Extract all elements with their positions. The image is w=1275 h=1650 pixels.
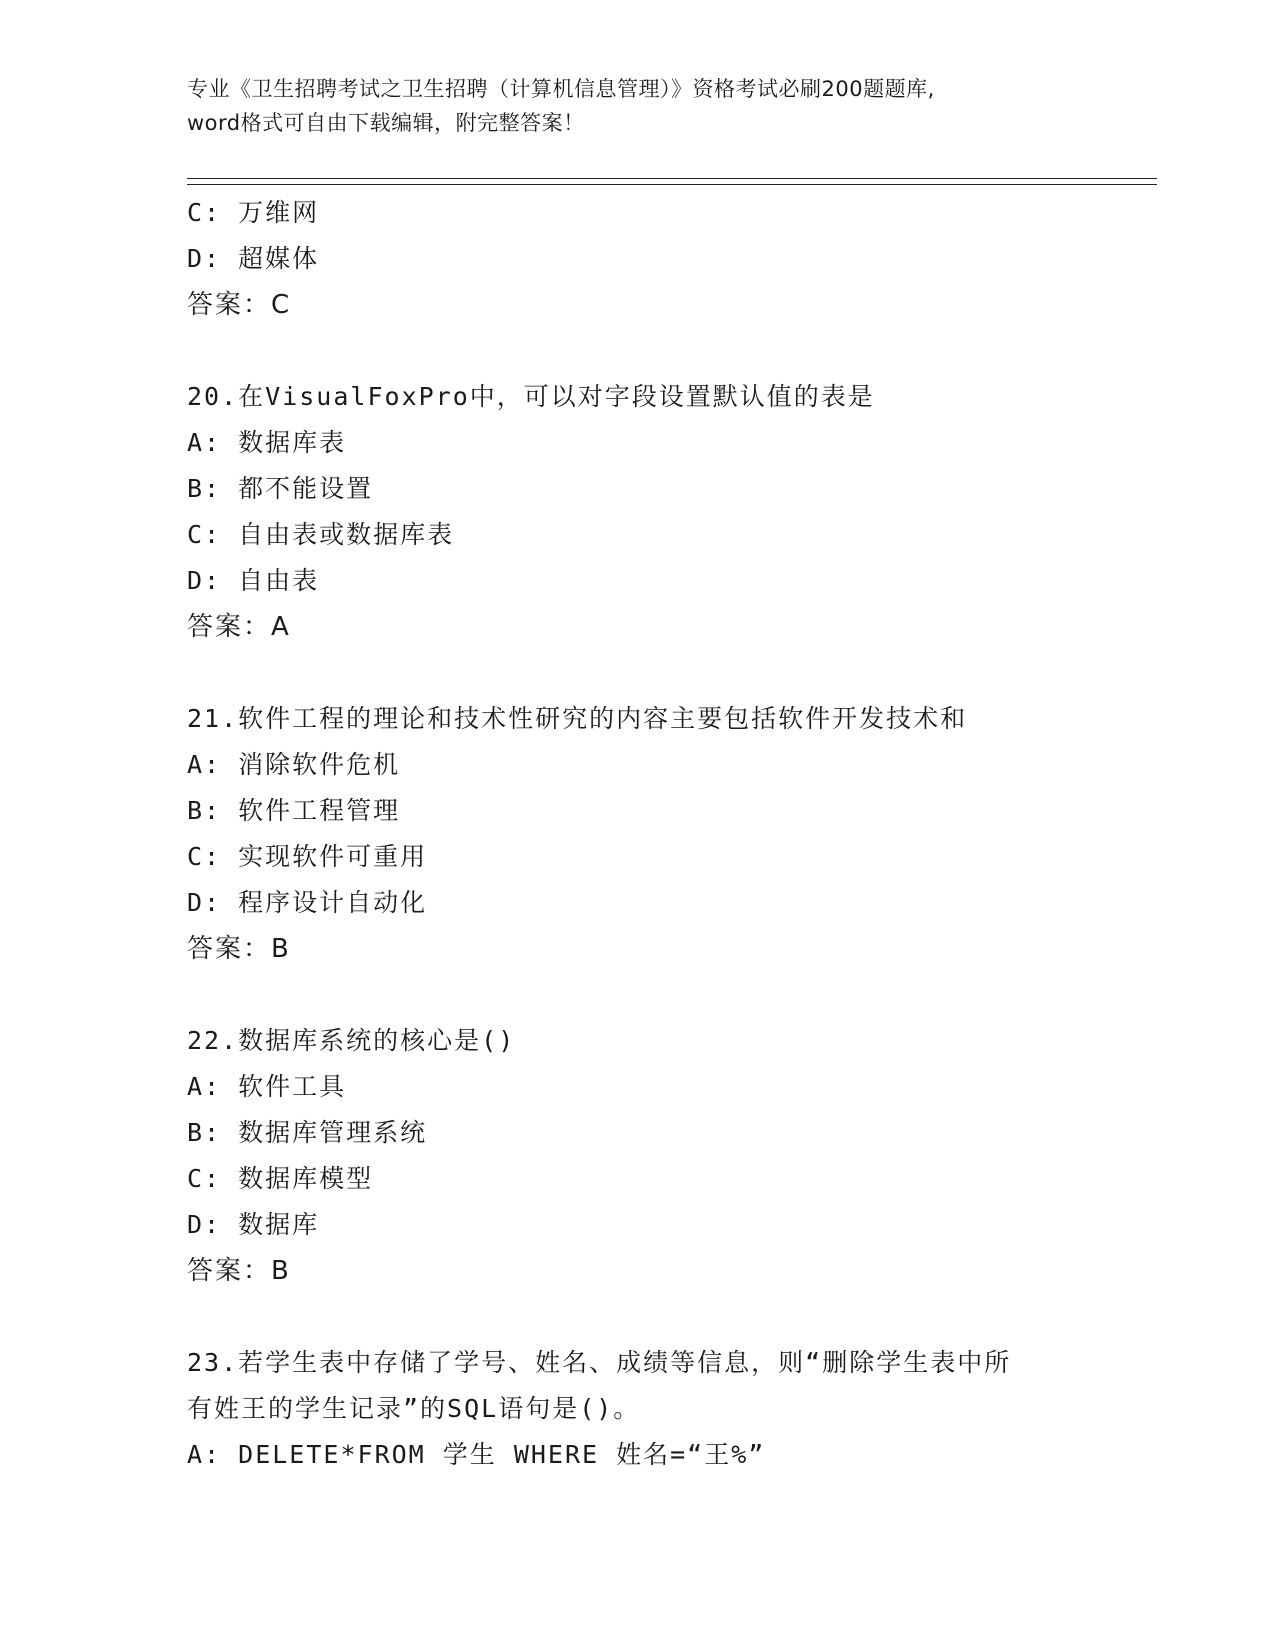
option-b: B: 数据库管理系统 — [187, 1118, 428, 1147]
option-a: A: 消除软件危机 — [187, 750, 401, 779]
question-text: 20.在VisualFoxPro中，可以对字段设置默认值的表是 — [187, 382, 875, 411]
option-d: D: 程序设计自动化 — [187, 888, 428, 917]
answer: 答案：B — [187, 934, 291, 964]
question-text-line-2: 有姓王的学生记录”的SQL语句是()。 — [187, 1394, 641, 1423]
option-c: C: 自由表或数据库表 — [187, 520, 455, 549]
question-text: 22.数据库系统的核心是() — [187, 1026, 516, 1055]
option-c: C: 实现软件可重用 — [187, 842, 428, 871]
document-body — [187, 190, 1147, 1478]
answer: 答案：B — [187, 1256, 291, 1286]
spacer — [187, 328, 1147, 374]
option-a: A: DELETE*FROM 学生 WHERE 姓名=“王%” — [187, 1440, 766, 1469]
option-d: D: 超媒体 — [187, 244, 320, 273]
option-d: D: 自由表 — [187, 566, 320, 595]
option-d: D: 数据库 — [187, 1210, 320, 1239]
header-line-2: word格式可自由下载编辑，附完整答案！ — [187, 111, 585, 135]
spacer — [187, 1294, 1147, 1340]
header-line-1: 专业《卫生招聘考试之卫生招聘（计算机信息管理）》资格考试必刷200题题库, — [187, 77, 935, 101]
option-a: A: 数据库表 — [187, 428, 347, 457]
question-text-line-1: 23.若学生表中存储了学号、姓名、成绩等信息，则“删除学生表中所 — [187, 1348, 1012, 1377]
spacer — [187, 972, 1147, 1018]
question-text: 21.软件工程的理论和技术性研究的内容主要包括软件开发技术和 — [187, 704, 968, 733]
spacer — [187, 650, 1147, 696]
answer: 答案：C — [187, 290, 292, 320]
option-c: C: 万维网 — [187, 198, 320, 227]
option-b: B: 都不能设置 — [187, 474, 374, 503]
header-divider-top — [187, 178, 1157, 179]
answer: 答案：A — [187, 612, 291, 642]
option-a: A: 软件工具 — [187, 1072, 347, 1101]
document-header — [187, 72, 1107, 140]
option-b: B: 软件工程管理 — [187, 796, 401, 825]
option-c: C: 数据库模型 — [187, 1164, 374, 1193]
header-divider-bottom — [187, 184, 1157, 185]
